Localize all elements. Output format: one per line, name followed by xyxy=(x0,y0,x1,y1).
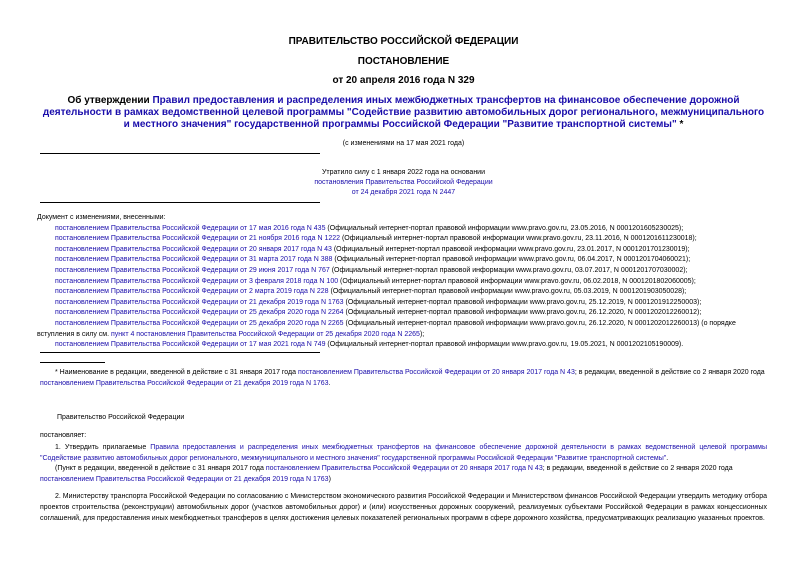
paragraph-1-note xyxy=(40,463,767,485)
amendment-source: (Официальный интернет-портал правовой информации www.pravo.gov.ru, 23.05.2016, N 0001201605230025); xyxy=(325,224,684,232)
issuer-heading: ПРАВИТЕЛЬСТВО РОССИЙСКОЙ ФЕДЕРАЦИИ xyxy=(288,36,519,47)
amendment-effect-link[interactable]: пункт 4 постановления Правительства Российской Федерации от 25 декабря 2020 года N 2265 xyxy=(111,330,420,338)
paragraph-1-text: . xyxy=(666,455,669,462)
amendment-source: (Официальный интернет-портал правовой информации www.pravo.gov.ru, 06.04.2017, N 0001201704060021); xyxy=(332,256,691,264)
paragraph-1-note-text: (Пункт в редакции, введенной в действие с 31 января 2017 года xyxy=(55,465,266,472)
amendment-link[interactable]: постановлением Правительства Российской Федерации от 21 ноября 2016 года N 1222 xyxy=(55,235,341,243)
amendment-link[interactable]: постановлением Правительства Российской Федерации от 20 января 2017 года N 43 xyxy=(55,245,332,253)
amendment-link[interactable]: постановлением Правительства Российской Федерации от 2 марта 2019 года N 228 xyxy=(55,288,329,296)
divider-line xyxy=(40,153,320,154)
amendment-link[interactable]: постановлением Правительства Российской Федерации от 17 мая 2016 года N 435 xyxy=(55,224,326,232)
footnote-link-1763[interactable]: постановлением Правительства Российской Федерации от 21 декабря 2019 года N 1763 xyxy=(40,380,329,387)
amendment-link[interactable]: постановлением Правительства Российской Федерации от 21 декабря 2019 года N 1763 xyxy=(55,298,344,306)
footnote-divider xyxy=(40,362,105,363)
title-rules-link[interactable]: Правил предоставления и распределения иных межбюджетных трансфертов на финансовое обеспечение дорожной деятельности в рамках ведомственной целевой программы "Содействие развитию автомобильных дорог регионального, межмуниципального и местного значения" государственной программы Российской Федерации "Развитие транспортной системы" xyxy=(42,95,765,130)
amendment-source: (Официальный интернет-портал правовой информации www.pravo.gov.ru, 05.03.2019, N 0001201903050028); xyxy=(328,288,687,296)
footnote-link-43[interactable]: постановлением Правительства Российской Федерации от 20 января 2017 года N 43 xyxy=(297,369,575,376)
amendment-item xyxy=(55,255,770,266)
document-type-heading: ПОСТАНОВЛЕНИЕ xyxy=(357,56,450,67)
amendment-item xyxy=(55,287,770,298)
amendment-source: (Официальный интернет-портал правовой информации www.pravo.gov.ru, 26.12.2020, N 0001202012260013) (о порядке вступления в силу см. xyxy=(37,319,736,338)
amendment-link[interactable]: постановлением Правительства Российской Федерации от 25 декабря 2020 года N 2265 xyxy=(55,319,344,327)
amendment-link[interactable]: постановлением Правительства Российской Федерации от 17 мая 2021 года N 749 xyxy=(55,341,326,349)
footnote-text: ; в редакции, введенной в действие со 2 января 2020 года xyxy=(574,369,765,376)
amendment-item xyxy=(55,266,770,277)
divider-line xyxy=(40,202,320,203)
title-prefix: Об утверждении xyxy=(67,95,153,106)
amendment-item xyxy=(55,245,770,256)
amendment-source: (Официальный интернет-портал правовой информации www.pravo.gov.ru, 23.11.2016, N 0001201611230018); xyxy=(340,235,697,243)
amendment-source: (Официальный интернет-портал правовой информации www.pravo.gov.ru, 23.01.2017, N 0001201701230019); xyxy=(331,245,690,253)
amendment-item xyxy=(55,340,770,351)
footnote-text: * Наименование в редакции, введенной в действие с 31 января 2017 года xyxy=(55,369,298,376)
paragraph-1-note-link-43[interactable]: постановлением Правительства Российской Федерации от 20 января 2017 года N 43 xyxy=(265,465,543,472)
document-date-heading: от 20 апреля 2016 года N 329 xyxy=(332,75,475,86)
amendments-header: Документ с изменениями, внесенными: xyxy=(37,214,166,221)
body-resolves: постановляет: xyxy=(40,432,87,439)
paragraph-1 xyxy=(40,442,767,464)
amendment-source-end: ); xyxy=(419,330,425,338)
amendment-item xyxy=(55,277,770,288)
lost-force-note xyxy=(0,168,807,198)
lost-force-line1: Утратило силу с 1 января 2022 года на основании xyxy=(321,169,486,176)
amendment-source: (Официальный интернет-портал правовой информации www.pravo.gov.ru, 26.12.2020, N 0001202012260012); xyxy=(343,309,702,317)
amendment-item xyxy=(55,298,770,309)
paragraph-1-rules-link[interactable]: Правила предоставления и распределения иных межбюджетных трансфертов на финансовое обеспечение дорожной деятельности в рамках ведомственной целевой программы "Содействие развитию автомобильных дорог регионального, межмуниципального и местного значения" государственной программы Российской Федерации "Развитие транспортной системы" xyxy=(40,444,767,462)
amendment-link[interactable]: постановлением Правительства Российской Федерации от 25 декабря 2020 года N 2264 xyxy=(55,309,344,317)
document-title xyxy=(40,95,767,131)
amendment-source: (Официальный интернет-портал правовой информации www.pravo.gov.ru, 06.02.2018, N 0001201802060005); xyxy=(338,277,696,285)
amendment-item xyxy=(55,234,770,245)
amendment-link[interactable]: постановлением Правительства Российской Федерации от 3 февраля 2018 года N 100 xyxy=(55,277,339,285)
body-government: Правительство Российской Федерации xyxy=(57,414,185,421)
changes-note: (с изменениями на 17 мая 2021 года) xyxy=(342,140,465,147)
title-suffix: * xyxy=(676,119,684,130)
paragraph-1-text: 1. Утвердить прилагаемые xyxy=(55,444,151,451)
paragraph-1-note-link-1763[interactable]: постановлением Правительства Российской Федерации от 21 декабря 2019 года N 1763 xyxy=(40,476,329,483)
amendment-link[interactable]: постановлением Правительства Российской Федерации от 29 июня 2017 года N 767 xyxy=(55,266,330,274)
amendment-item xyxy=(55,224,770,235)
amendment-source: (Официальный интернет-портал правовой информации www.pravo.gov.ru, 19.05.2021, N 0001202105190009). xyxy=(325,341,684,349)
paragraph-2: 2. Министерству транспорта Российской Федерации по согласованию с Министерством экономического развития Российской Федерации и Министерством финансов Российской Федерации утвердить методику отбора проектов строительства (реконструкции) автомобильных дорог (участков автомобильных дорог) и (или) искусственных дорожных сооружений, реализуемых субъектами Российской Федерации в рамках концессионных соглашений, для предоставления иных межбюджетных трансферов в целях достижения целевых показателей региональных программ в сфере дорожного хозяйства, предусматривающих реализацию указанных проектов. xyxy=(40,493,767,522)
footnote xyxy=(40,367,767,389)
footnote-text: . xyxy=(328,380,331,387)
amendments-list xyxy=(37,213,770,351)
amendment-item xyxy=(37,319,770,340)
amendment-source: (Официальный интернет-портал правовой информации www.pravo.gov.ru, 03.07.2017, N 0001201707030002); xyxy=(329,266,688,274)
lost-force-link-line3[interactable]: от 24 декабря 2021 года N 2447 xyxy=(351,189,456,196)
amendment-item xyxy=(55,308,770,319)
amendment-source: (Официальный интернет-портал правовой информации www.pravo.gov.ru, 25.12.2019, N 0001201912250003); xyxy=(343,298,702,306)
paragraph-1-note-text: ) xyxy=(328,476,331,483)
lost-force-link-line2[interactable]: постановления Правительства Российской Федерации xyxy=(314,179,493,186)
divider-line xyxy=(40,352,320,353)
paragraph-1-note-text: ; в редакции, введенной в действие со 2 января 2020 года xyxy=(542,465,733,472)
amendment-link[interactable]: постановлением Правительства Российской Федерации от 31 марта 2017 года N 388 xyxy=(55,256,333,264)
